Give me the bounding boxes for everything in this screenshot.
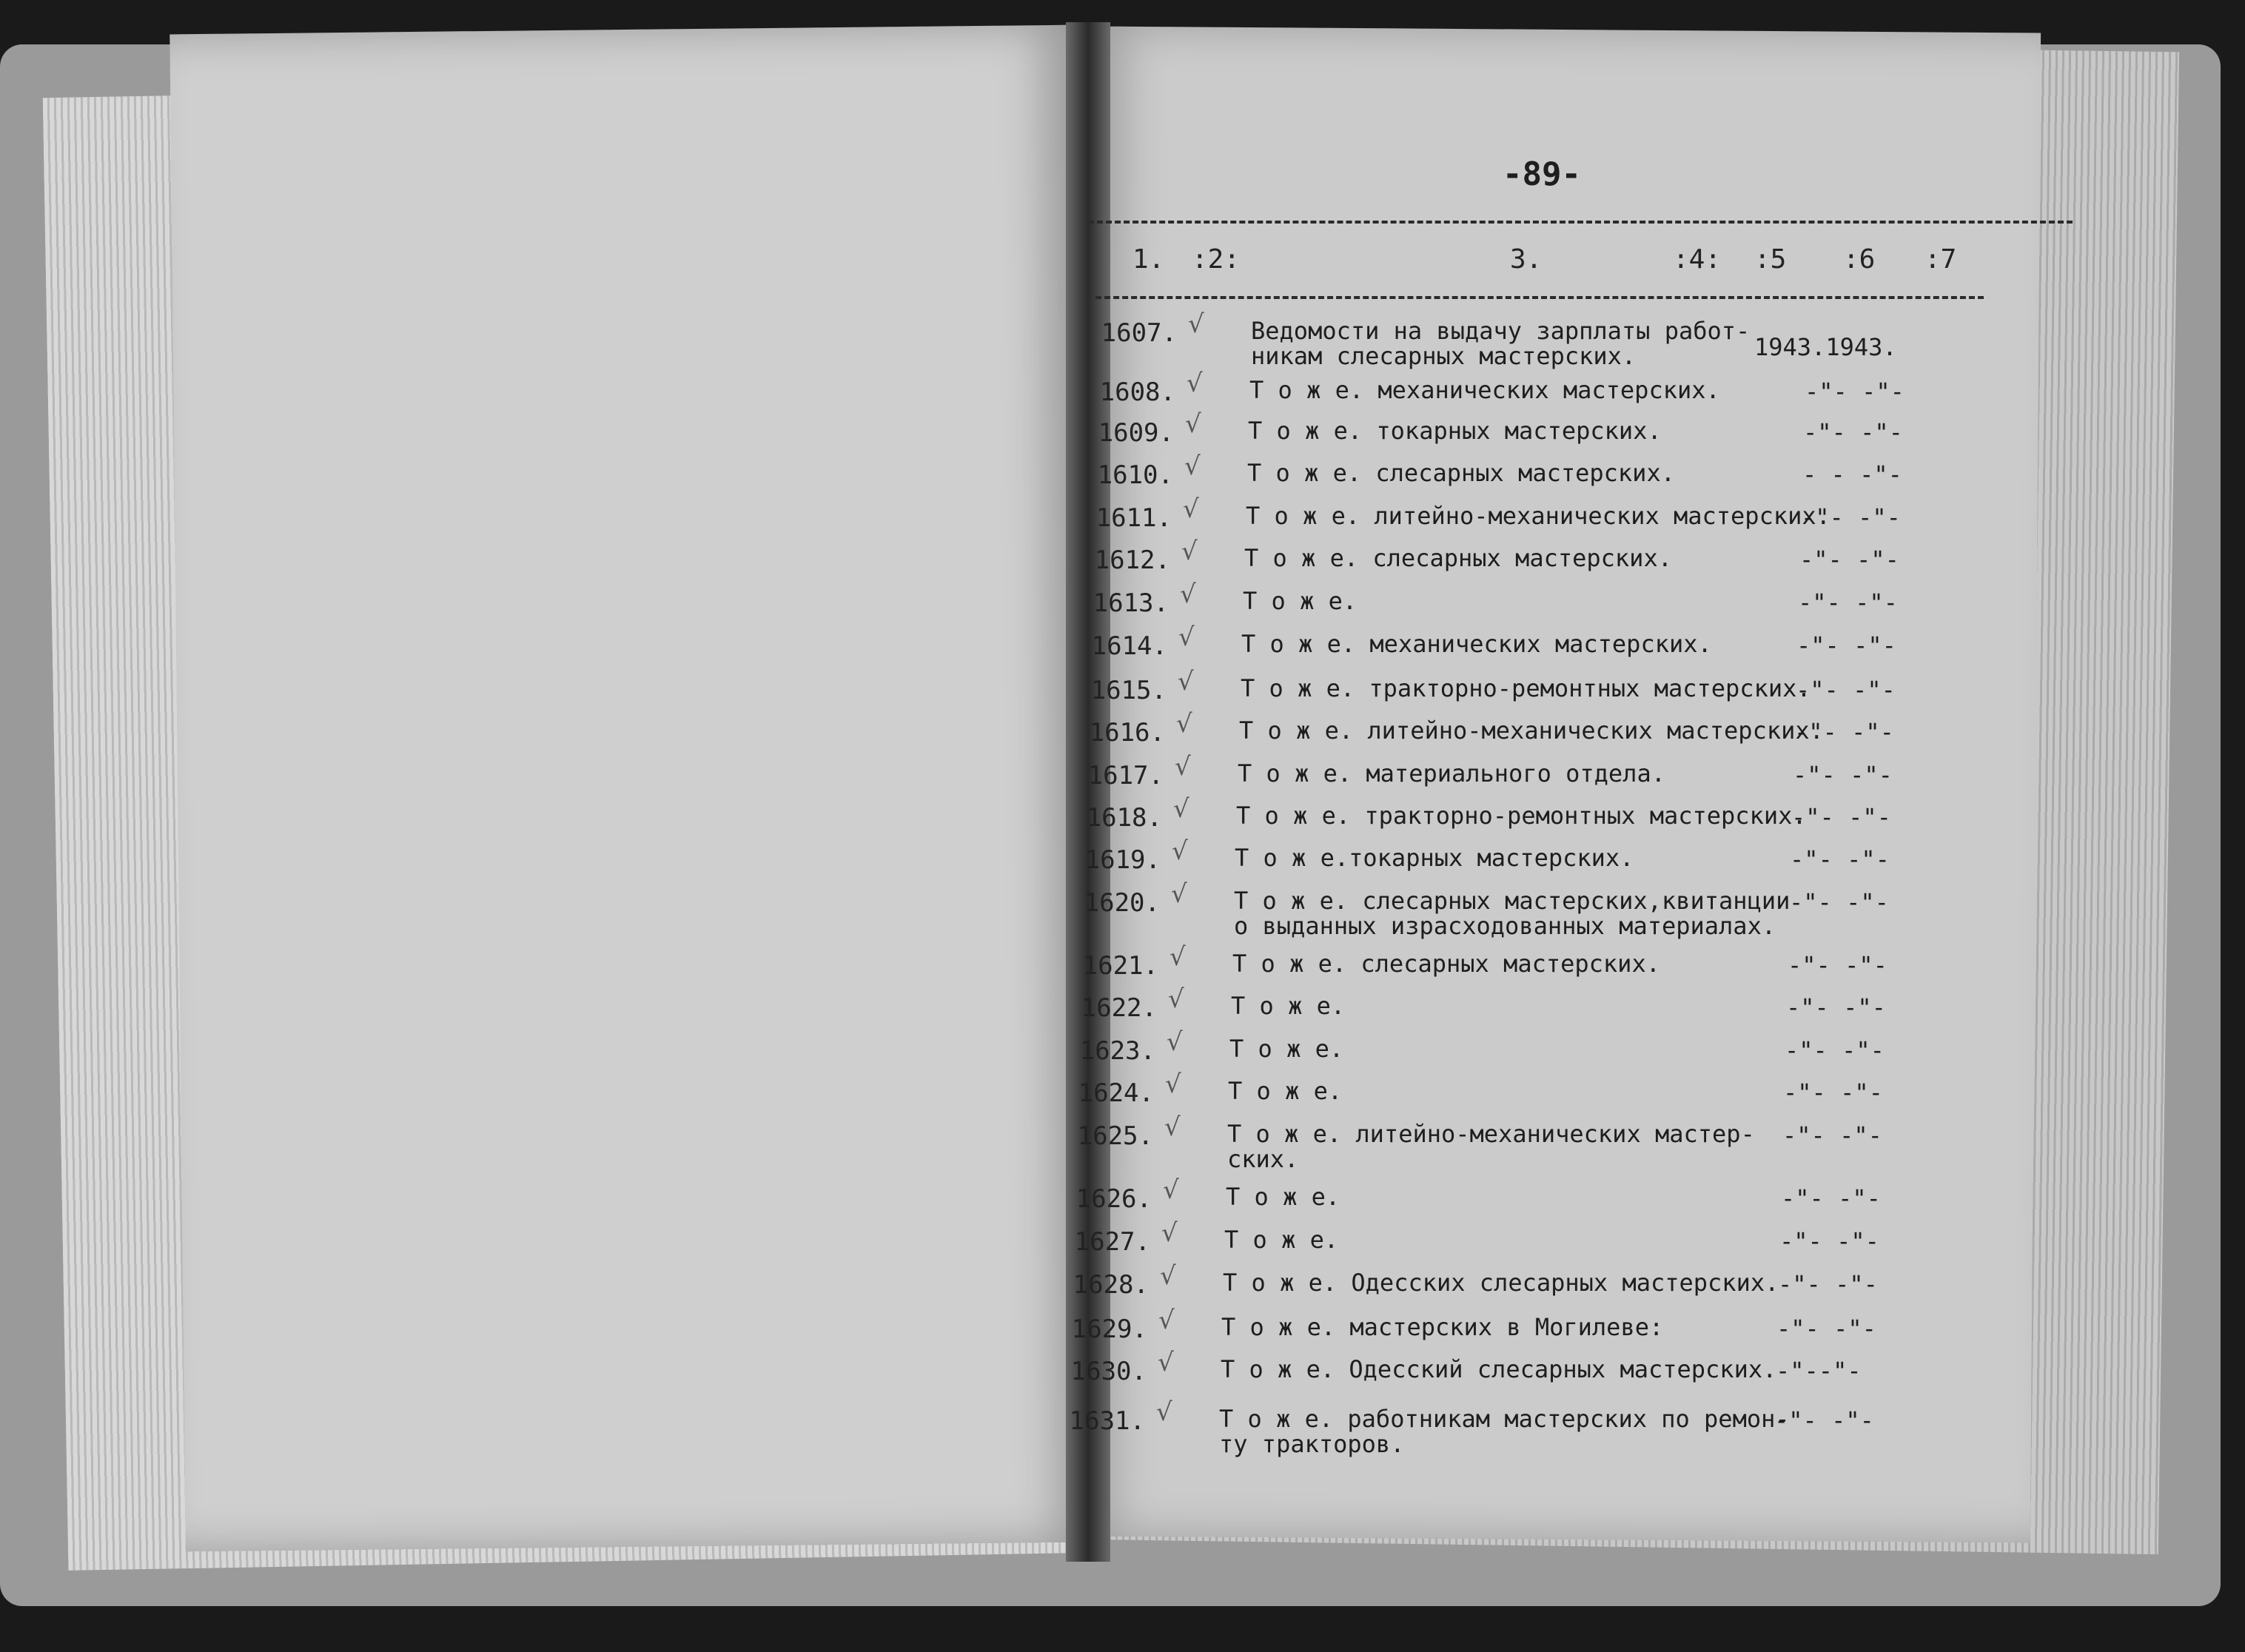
row-description: Т о ж е. слесарных мастерских. <box>1244 544 1672 572</box>
check-mark-icon: √ <box>1180 580 1196 609</box>
row-description: Т о ж е. мастерских в Могилеве: <box>1221 1313 1664 1341</box>
row-number: 1624. <box>1078 1078 1154 1108</box>
row-description: Т о ж е. <box>1226 1183 1340 1211</box>
row-number: 1612. <box>1094 545 1170 575</box>
row-number: 1625. <box>1077 1121 1153 1151</box>
check-mark-icon: √ <box>1184 451 1201 481</box>
column-5-header: :5 <box>1754 244 1787 275</box>
row-years: -"- -"- <box>1776 1314 1876 1343</box>
row-years: -"- -"- <box>1785 1036 1885 1064</box>
row-number: 1607. <box>1101 318 1177 348</box>
check-mark-icon: √ <box>1178 667 1194 696</box>
column-6-header: :6 <box>1843 244 1876 275</box>
row-description: Т о ж е. <box>1243 587 1358 615</box>
check-mark-icon: √ <box>1178 622 1195 652</box>
row-number: 1620. <box>1084 888 1160 918</box>
row-number: 1626. <box>1075 1184 1152 1214</box>
row-years: -"- -"- <box>1783 1078 1883 1107</box>
row-description: Т о ж е. литейно-механических мастерских. <box>1239 716 1824 745</box>
row-number: 1608. <box>1099 377 1175 407</box>
row-number: 1616. <box>1089 718 1165 748</box>
row-number: 1628. <box>1073 1270 1149 1300</box>
row-years: -"- -"- <box>1794 718 1894 746</box>
check-mark-icon: √ <box>1164 1112 1181 1142</box>
row-number: 1630. <box>1070 1357 1147 1386</box>
row-description: Т о ж е. Одесский слесарных мастерских. <box>1221 1355 1777 1383</box>
check-mark-icon: √ <box>1170 942 1186 972</box>
row-years: -"- -"- <box>1774 1406 1874 1434</box>
row-number: 1613. <box>1093 588 1169 618</box>
row-description: Т о ж е. материального отдела. <box>1238 759 1665 788</box>
header-rule-bottom <box>1095 296 1984 299</box>
row-years: -"- -"- <box>1786 993 1886 1021</box>
row-description: Т о ж е. слесарных мастерских. <box>1232 950 1660 978</box>
row-years: -"- -"- <box>1805 377 1905 406</box>
row-description: Т о ж е. <box>1229 1035 1344 1063</box>
row-number: 1629. <box>1071 1314 1147 1344</box>
check-mark-icon: √ <box>1163 1175 1179 1205</box>
row-years: -"- -"- <box>1799 545 1899 574</box>
row-description: Т о ж е. тракторно-ремонтных мастерских. <box>1241 674 1811 702</box>
column-4-header: :4: <box>1673 244 1722 275</box>
row-years: -"- -"- <box>1788 951 1887 979</box>
check-mark-icon: √ <box>1185 409 1201 439</box>
row-years: -"- -"- <box>1778 1270 1878 1298</box>
row-description: Т о ж е. токарных мастерских. <box>1248 417 1662 445</box>
check-mark-icon: √ <box>1187 369 1203 398</box>
check-mark-icon: √ <box>1176 709 1192 739</box>
row-number: 1623. <box>1079 1036 1155 1066</box>
check-mark-icon: √ <box>1165 1070 1181 1099</box>
row-description: Т о ж е. слесарных мастерских,квитанции о выданных израсходованных материалах. <box>1234 887 1791 940</box>
check-mark-icon: √ <box>1167 1027 1183 1057</box>
row-description: Т о ж е. <box>1224 1226 1339 1254</box>
row-description: Т о ж е. механических мастерских. <box>1249 376 1720 404</box>
row-number: 1611. <box>1095 503 1172 533</box>
blank-left-page <box>170 25 1088 1552</box>
row-number: 1619. <box>1084 845 1161 875</box>
row-description: Т о ж е.токарных мастерских. <box>1235 844 1634 872</box>
row-number: 1621. <box>1082 951 1158 981</box>
row-years: -"- -"- <box>1790 845 1890 873</box>
check-mark-icon: √ <box>1161 1218 1178 1248</box>
row-years: -"- -"- <box>1801 503 1901 531</box>
row-number: 1627. <box>1074 1227 1150 1257</box>
row-years: -"- -"- <box>1803 418 1903 446</box>
check-mark-icon: √ <box>1158 1348 1174 1377</box>
row-description: Т о ж е. литейно-механических мастер- ских. <box>1227 1120 1755 1173</box>
column-3-header: 3. <box>1510 244 1543 275</box>
row-years: -"- -"- <box>1796 631 1896 659</box>
check-mark-icon: √ <box>1172 836 1188 866</box>
row-number: 1622. <box>1081 993 1157 1023</box>
row-years: -"- -"- <box>1781 1184 1881 1212</box>
row-description: Т о ж е. тракторно-ремонтных мастерских. <box>1236 802 1807 830</box>
page-number: -89- <box>1503 155 1581 193</box>
row-years: -"- -"- <box>1793 761 1893 789</box>
row-number: 1615. <box>1090 676 1167 705</box>
row-years: -"- -"- <box>1782 1121 1882 1149</box>
row-description: Т о ж е. <box>1231 992 1346 1020</box>
row-years: -"- -"- <box>1779 1227 1879 1255</box>
check-mark-icon: √ <box>1188 309 1204 339</box>
check-mark-icon: √ <box>1171 879 1187 909</box>
check-mark-icon: √ <box>1181 537 1198 566</box>
row-years: -"--"- <box>1776 1357 1862 1385</box>
check-mark-icon: √ <box>1173 794 1189 824</box>
row-description: Ведомости на выдачу зарплаты работ- никам слесарных мастерских. <box>1251 317 1751 370</box>
row-years: -"- -"- <box>1791 803 1891 831</box>
column-1-header: 1. <box>1132 244 1165 275</box>
row-description: Т о ж е. механических мастерских. <box>1241 630 1712 658</box>
check-mark-icon: √ <box>1183 494 1199 524</box>
row-number: 1609. <box>1098 418 1174 448</box>
row-description: Т о ж е. <box>1228 1077 1343 1105</box>
row-years: - - -"- <box>1802 460 1902 488</box>
row-number: 1631. <box>1069 1406 1145 1436</box>
row-description: Т о ж е. Одесских слесарных мастерских. <box>1223 1269 1779 1297</box>
row-years: 1943.1943. <box>1754 333 1897 361</box>
check-mark-icon: √ <box>1168 984 1184 1014</box>
check-mark-icon: √ <box>1160 1261 1176 1291</box>
row-years: -"- -"- <box>1798 588 1898 617</box>
check-mark-icon: √ <box>1158 1306 1175 1335</box>
column-2-header: :2: <box>1192 244 1241 275</box>
check-mark-icon: √ <box>1156 1397 1172 1427</box>
row-years: -"- -"- <box>1796 676 1896 704</box>
row-number: 1610. <box>1097 460 1173 490</box>
row-description: Т о ж е. слесарных мастерских. <box>1247 459 1675 487</box>
row-number: 1617. <box>1087 761 1164 790</box>
check-mark-icon: √ <box>1175 752 1191 782</box>
column-7-header: :7 <box>1924 244 1957 275</box>
row-description: Т о ж е. работникам мастерских по ремон- ту тракторов. <box>1219 1405 1790 1458</box>
row-number: 1614. <box>1091 631 1167 661</box>
header-rule-top <box>1088 221 2073 224</box>
row-years: -"- -"- <box>1789 888 1889 916</box>
row-description: Т о ж е. литейно-механических мастерских. <box>1246 502 1830 530</box>
row-number: 1618. <box>1086 803 1162 833</box>
